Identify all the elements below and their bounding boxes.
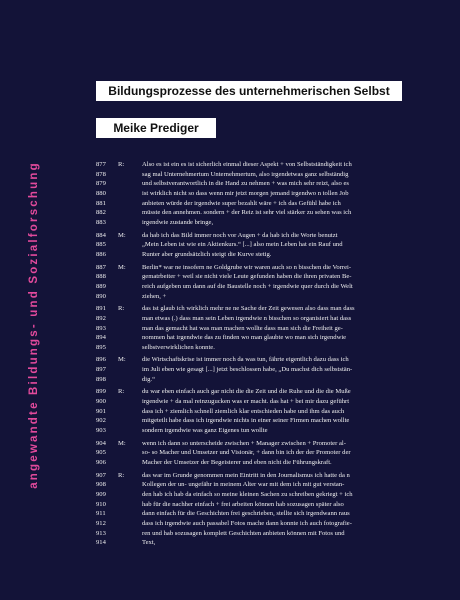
paragraph-text [142, 231, 402, 260]
line-number: 907 [96, 471, 106, 479]
text-line: man das gemacht hat was man machen wollte dass man sich die Freiheit ge- [142, 324, 343, 332]
line-number: 897 [96, 366, 106, 374]
text-line: Also es ist ein es ist sicherlich einmal dieser Aspekt + von Selbstständigkeit ich [142, 161, 352, 168]
text-line: das ist glaub ich wirklich mehr ne ne Sache der Zeit gewesen also dass man dass [142, 305, 355, 313]
text-line: im Juli eben wie gesagt [...] jetzt beschlossen habe, „Du machst dich selbststän- [142, 366, 353, 374]
text-line: die Wirtschaftskrise ist immer noch da was tun, fährte eigentlich dazu dass ich [142, 356, 349, 364]
text-line: du war eben einfach auch gar nicht die die Zeit und die Ruhe und die die Muße [142, 388, 351, 396]
line-number: 892 [96, 314, 106, 322]
transcript-paragraph [96, 355, 402, 384]
text-line: dig.“ [142, 375, 156, 383]
line-number: 901 [96, 407, 106, 415]
paragraph-text [142, 439, 402, 468]
text-line: und selbstverantwortlich in die Hand zu nehmen + was mich sehr reizt, also es [142, 180, 349, 188]
text-line: ist wirklich nicht so dass wenn mir jetzt morgen jemand irgendwo n tollen Job [142, 189, 349, 197]
author-band [96, 118, 216, 138]
line-number: 904 [96, 439, 106, 447]
book-title-band [96, 81, 402, 101]
line-number: 886 [96, 250, 106, 258]
line-number: 894 [96, 334, 106, 342]
text-line: sag mal Unternehmertum Unternehmertum, also irgendetwas ganz selbständig [142, 170, 349, 178]
line-number: 898 [96, 375, 106, 383]
line-number: 885 [96, 241, 106, 249]
speaker-label: R: [118, 388, 125, 396]
line-number: 883 [96, 218, 106, 226]
line-number: 879 [96, 180, 106, 188]
line-number: 888 [96, 273, 106, 281]
text-line: Runter aber grundsätzlich steigt die Kurve stetig. [142, 250, 272, 258]
paragraph-text [142, 160, 402, 228]
line-number: 902 [96, 417, 106, 425]
line-numbers [96, 471, 118, 548]
speaker-label: M: [118, 231, 126, 239]
text-line: irgendwie + da mal reinzugucken was er macht. das hat + bei mir dazu geführt [142, 398, 350, 406]
line-number: 893 [96, 324, 106, 332]
text-line: da hab ich das Bild immer noch vor Augen + da hab ich die Worte benutzt [142, 231, 338, 239]
line-numbers [96, 304, 118, 352]
text-line: gematrbeiter + weil sie nicht viele Leute gefunden haben die ihren privaten Be- [142, 273, 352, 281]
line-number: 911 [96, 510, 106, 518]
line-number: 913 [96, 529, 106, 537]
line-number: 891 [96, 305, 106, 313]
series-label: angewandte Bildungs- und Sozialforschung [28, 161, 40, 489]
line-number: 882 [96, 209, 106, 217]
line-numbers [96, 439, 118, 468]
line-number: 895 [96, 343, 106, 351]
line-numbers [96, 387, 118, 435]
text-line: ren und hab sozusagen komplett Geschichten anbieten können mit Fotos und [142, 529, 345, 537]
paragraph-text [142, 471, 402, 548]
line-number: 878 [96, 170, 106, 178]
speaker-label: R: [118, 471, 125, 479]
line-number: 877 [96, 161, 106, 168]
text-line: „Mein Leben ist wie ein Aktienkurs.“ [...] also mein Leben hat ein Rauf und [142, 241, 343, 249]
line-number: 900 [96, 398, 106, 406]
text-line: mitgeteilt habe dass ich irgendwie nichts in einer seiner Firmen machen wollte [142, 417, 350, 425]
line-number: 899 [96, 388, 106, 396]
line-number: 906 [96, 459, 106, 467]
text-line: Kollegen der un- ungefähr in meinem Alter war mit dem ich mit gut verstan- [142, 481, 345, 489]
transcript-paragraph [96, 231, 402, 260]
line-number: 887 [96, 263, 106, 271]
line-number: 880 [96, 189, 106, 197]
transcript-paragraph [96, 304, 402, 352]
book-title: Bildungsprozesse des unternehmerischen Selbst [108, 84, 390, 98]
speaker-label: M: [118, 356, 126, 364]
line-number: 912 [96, 519, 106, 527]
paragraph-text [142, 387, 402, 435]
transcript-paragraph [96, 160, 402, 228]
line-number: 903 [96, 427, 106, 435]
transcript-paragraph [96, 263, 402, 302]
text-line: Berlin* war ne insofern ne Goldgrube wir waren auch so n bisschen die Vorrei- [142, 263, 352, 271]
text-line: ziehen, + [142, 292, 167, 300]
text-line: nommen hat irgendwie das zu finden wo man glaubte wo man sich irgendwie [142, 334, 347, 342]
text-line: Text, [142, 539, 156, 547]
paragraph-text [142, 263, 402, 302]
line-number: 896 [96, 356, 106, 364]
author-name: Meike Prediger [113, 121, 199, 135]
line-number: 881 [96, 199, 106, 207]
text-line: reich aufgeben um dann auf die Baustelle noch + irgendwie quer durch die Welt [142, 282, 353, 290]
paragraph-text [142, 355, 402, 384]
text-line: hab für die nachher einfach + frei arbeiten können hab sozusagen später also [142, 500, 344, 508]
speaker-label: M: [118, 439, 126, 447]
transcript-excerpt [96, 160, 402, 551]
line-numbers [96, 160, 118, 228]
speaker-label: R: [118, 305, 125, 313]
transcript-paragraph [96, 471, 402, 548]
line-numbers [96, 355, 118, 384]
text-line: man etwas (.) dass man sein Leben irgendwie n bisschen so organisiert hat dass [142, 314, 352, 322]
line-number: 890 [96, 292, 106, 300]
line-number: 908 [96, 481, 106, 489]
line-number: 909 [96, 491, 106, 498]
text-line: müsste den annehmen. sondern + der Reiz ist sehr viel stärker zu sehen was ich [142, 209, 352, 217]
transcript-paragraph [96, 439, 402, 468]
speaker-label: M: [118, 263, 126, 271]
text-line: sondern irgendwie was ganz Eigenes tun wollte [142, 427, 268, 435]
line-numbers [96, 263, 118, 302]
text-line: dann einfach für die Geschichten frei geschrieben, stellte sich irgendwann raus [142, 510, 350, 518]
line-number: 914 [96, 539, 106, 547]
line-number: 910 [96, 500, 106, 508]
text-line: selbstverwirklichen konnte. [142, 343, 215, 351]
line-number: 889 [96, 282, 106, 290]
cover-spine [0, 0, 60, 600]
line-number: 884 [96, 231, 106, 239]
line-number: 905 [96, 449, 106, 457]
transcript-paragraph [96, 387, 402, 435]
paragraph-text [142, 304, 402, 352]
line-numbers [96, 231, 118, 260]
text-line: anbieten würde der irgendwie super bezahlt wäre + ich das Gefühl habe ich [142, 199, 341, 207]
text-line: irgendwie zustande bringe, [142, 218, 214, 226]
text-line: dass ich irgendwie auch passabel Fotos mache dann konnte ich auch fotografie- [142, 519, 352, 527]
text-line: Macher der Umsetzer der Begeisterer und eben nicht die Führungskraft. [142, 459, 332, 467]
text-line: das war im Grunde genommen mein Eintritt in den Journalismus ich hatte da n [142, 471, 350, 479]
text-line: wenn ich dann so unterscheide zwischen + Manager zwischen + Promoter al- [142, 439, 346, 447]
text-line: so- so Macher und Umsetzer und Visionär, + dann bin ich der der Promoter der [142, 449, 351, 457]
speaker-label: R: [118, 161, 125, 168]
text-line: den hab ich hab da einfach so meine kleinen Sachen zu schreiben gekriegt + ich [142, 491, 353, 498]
text-line: dass ich + ziemlich schnell ziemlich klar entschieden habe und ihm das auch [142, 407, 345, 415]
